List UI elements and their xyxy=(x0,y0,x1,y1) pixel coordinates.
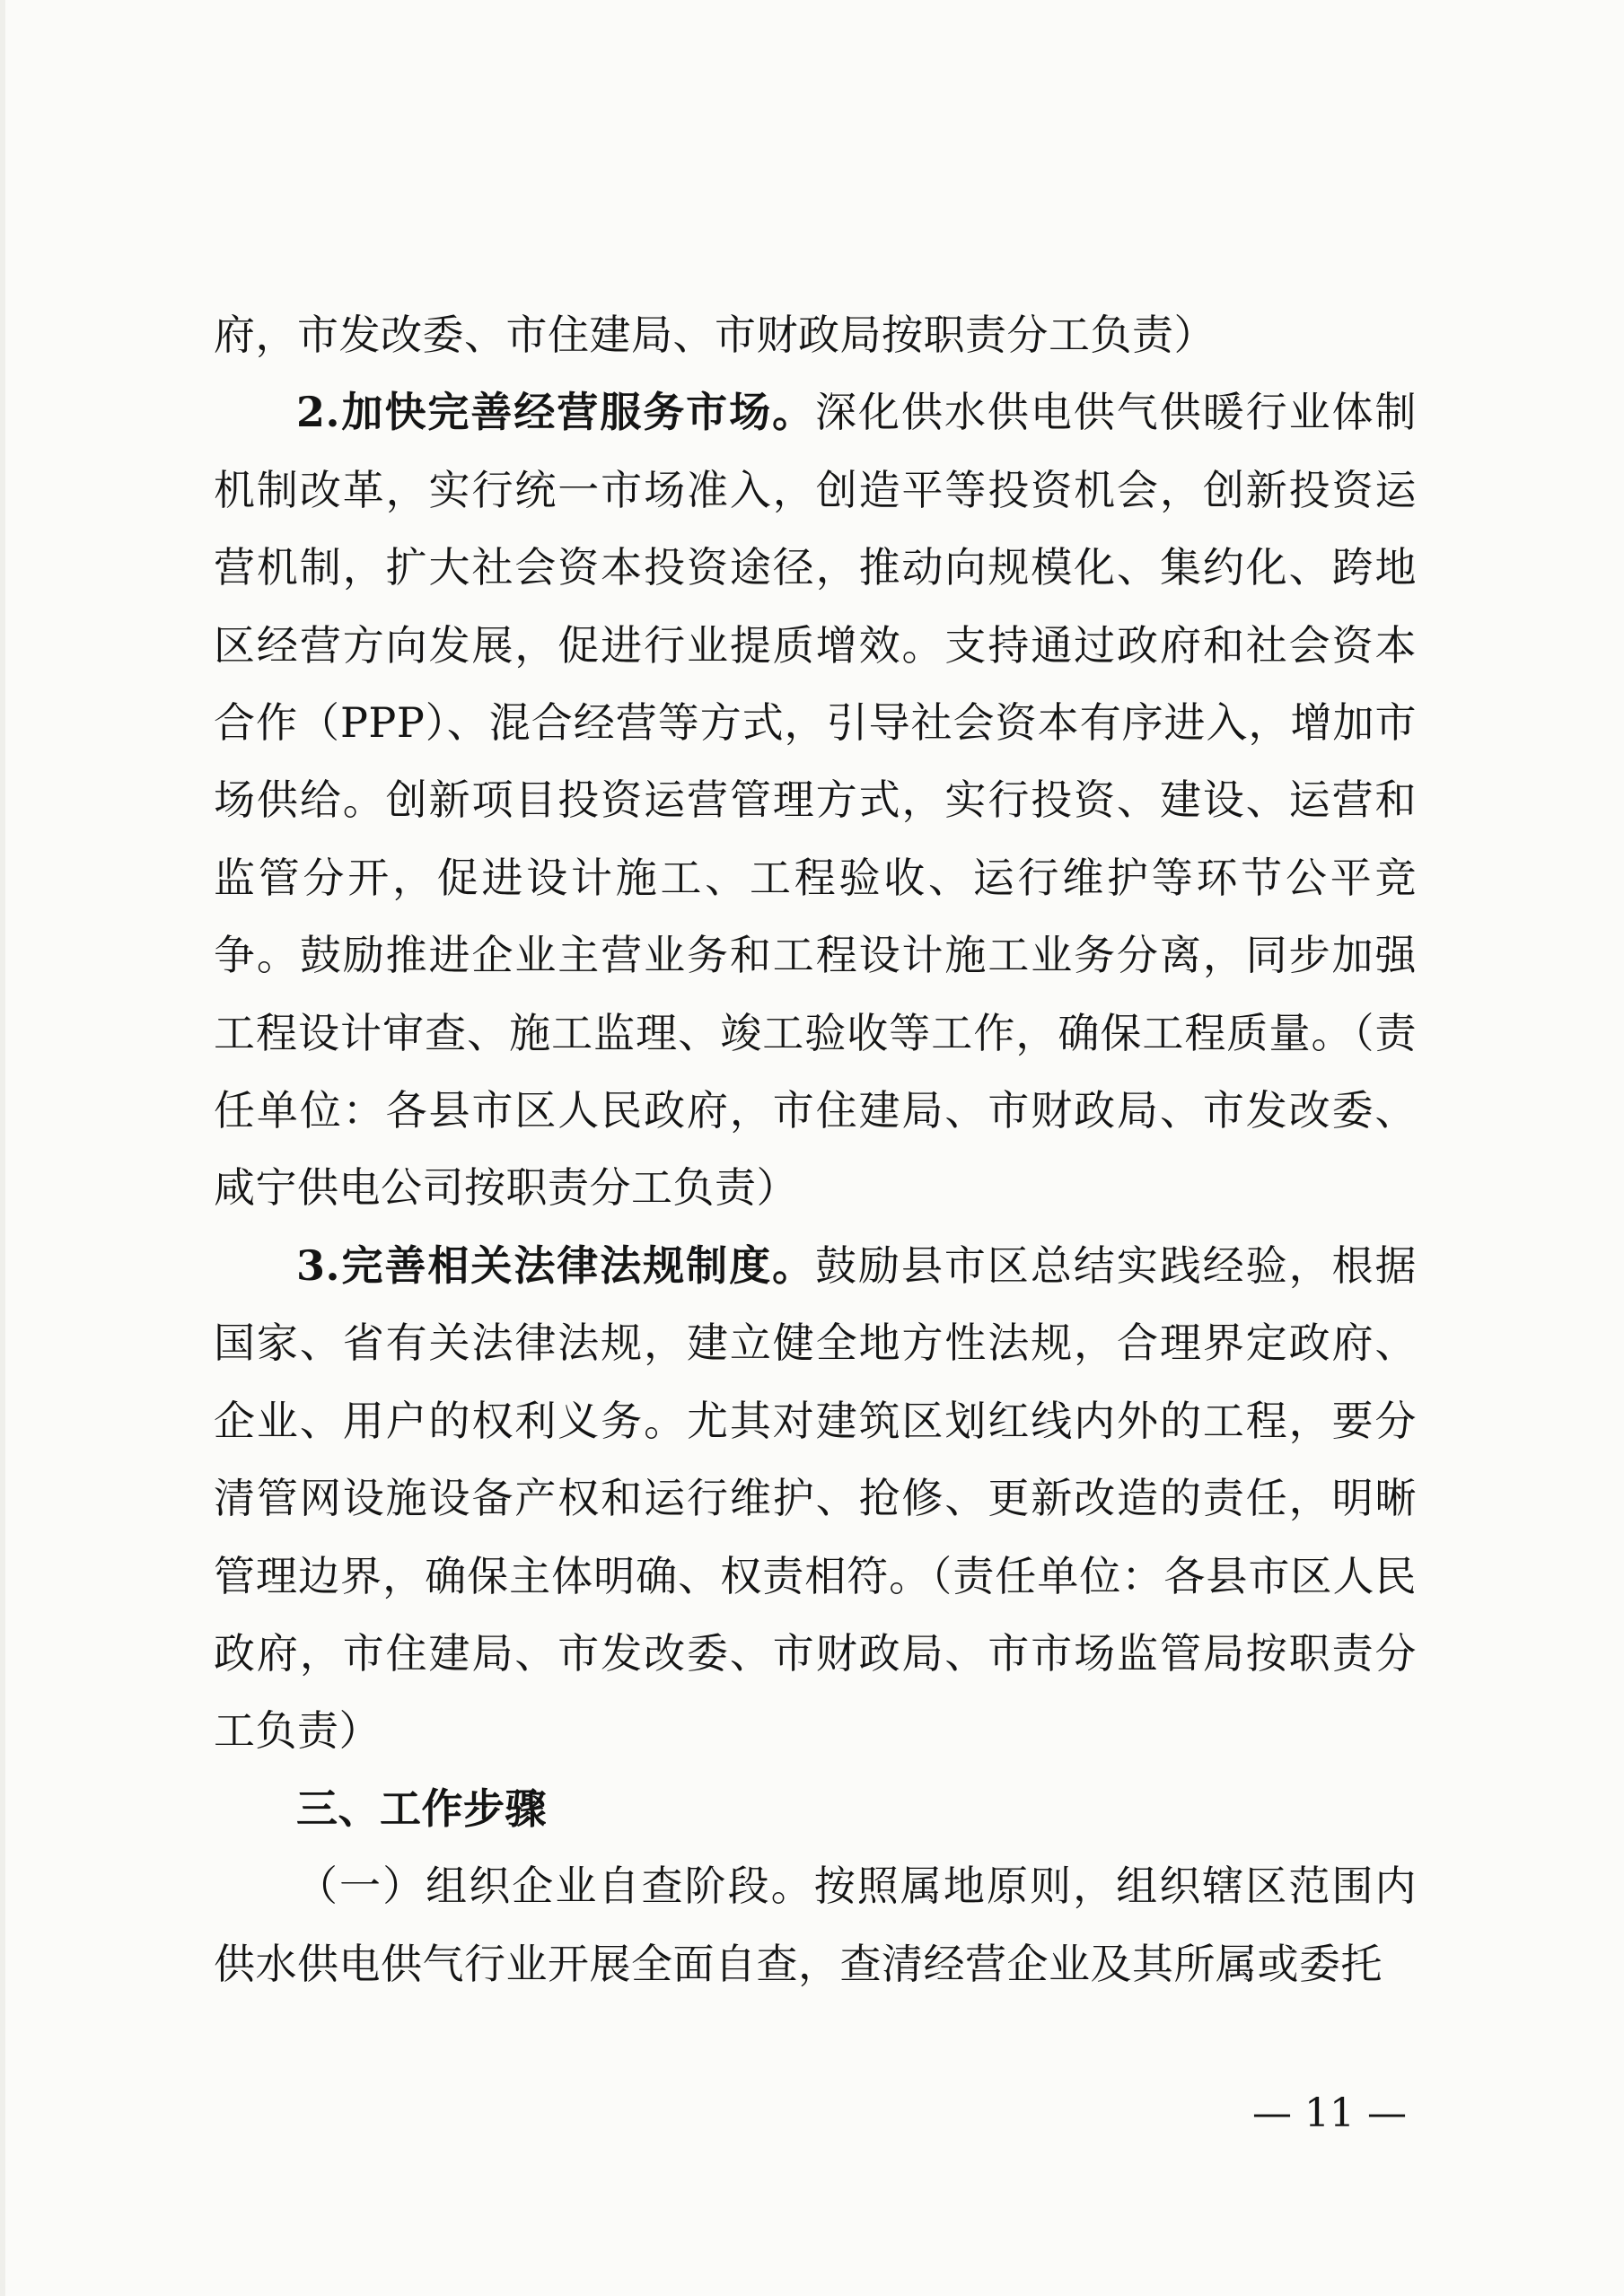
section-heading-work-steps xyxy=(214,1770,1417,1847)
paragraph-text: 按照属地原则，组织辖区范围内供水供电供气行业开展全面自查，查清经营企业及其所属或委托 xyxy=(214,1862,1418,1988)
paragraph-text: 府，市发改委、市住建局、市财政局按职责分工负责） xyxy=(214,311,1216,359)
document-body xyxy=(214,296,1417,2002)
paragraph-heading: 2.加快完善经营服务市场。 xyxy=(296,388,816,437)
paragraph-text: 鼓励县市区总结实践经验，根据国家、省有关法律法规，建立健全地方性法规，合理界定政府、企业、用户的权利义务。尤其对建筑区划红线内外的工程，要分清管网设施设备产权和运行维护、抢修、更新改造的责任，明晰管理边界，确保主体明确、权责相符。（责任单位：各县市区人民政府，市住建局、市发改委、市财政局、市市场监管局按职责分工负责） xyxy=(214,1240,1417,1756)
page-number: — 11 — xyxy=(1252,2090,1407,2136)
scan-edge xyxy=(0,0,5,2296)
section-heading-text: 三、工作步骤 xyxy=(296,1783,547,1833)
paragraph-laws-regulations xyxy=(214,1227,1417,1770)
paragraph-continuation xyxy=(214,296,1417,373)
paragraph-text: 深化供水供电供气供暖行业体制机制改革，实行统一市场准入，创造平等投资机会，创新投资运营机制，扩大社会资本投资途径，推动向规模化、集约化、跨地区经营方向发展，促进行业提质增效。支持通过政府和社会资本合作（PPP）、混合经营等方式，引导社会资本有序进入，增加市场供给。创新项目投资运营管理方式，实行投资、建设、运营和监管分开，促进设计施工、工程验收、运行维护等环节公平竞争。鼓励推进企业主营业务和工程设计施工业务分离，同步加强工程设计审查、施工监理、竣工验收等工作，确保工程质量。（责任单位：各县市区人民政府，市住建局、市财政局、市发改委、咸宁供电公司按职责分工负责） xyxy=(214,388,1417,1213)
paragraph-operating-service-market xyxy=(214,373,1417,1226)
paragraph-heading: 3.完善相关法律法规制度。 xyxy=(296,1240,816,1290)
paragraph-heading: （一）组织企业自查阶段。 xyxy=(296,1862,814,1911)
paragraph-self-inspection xyxy=(214,1847,1417,2002)
